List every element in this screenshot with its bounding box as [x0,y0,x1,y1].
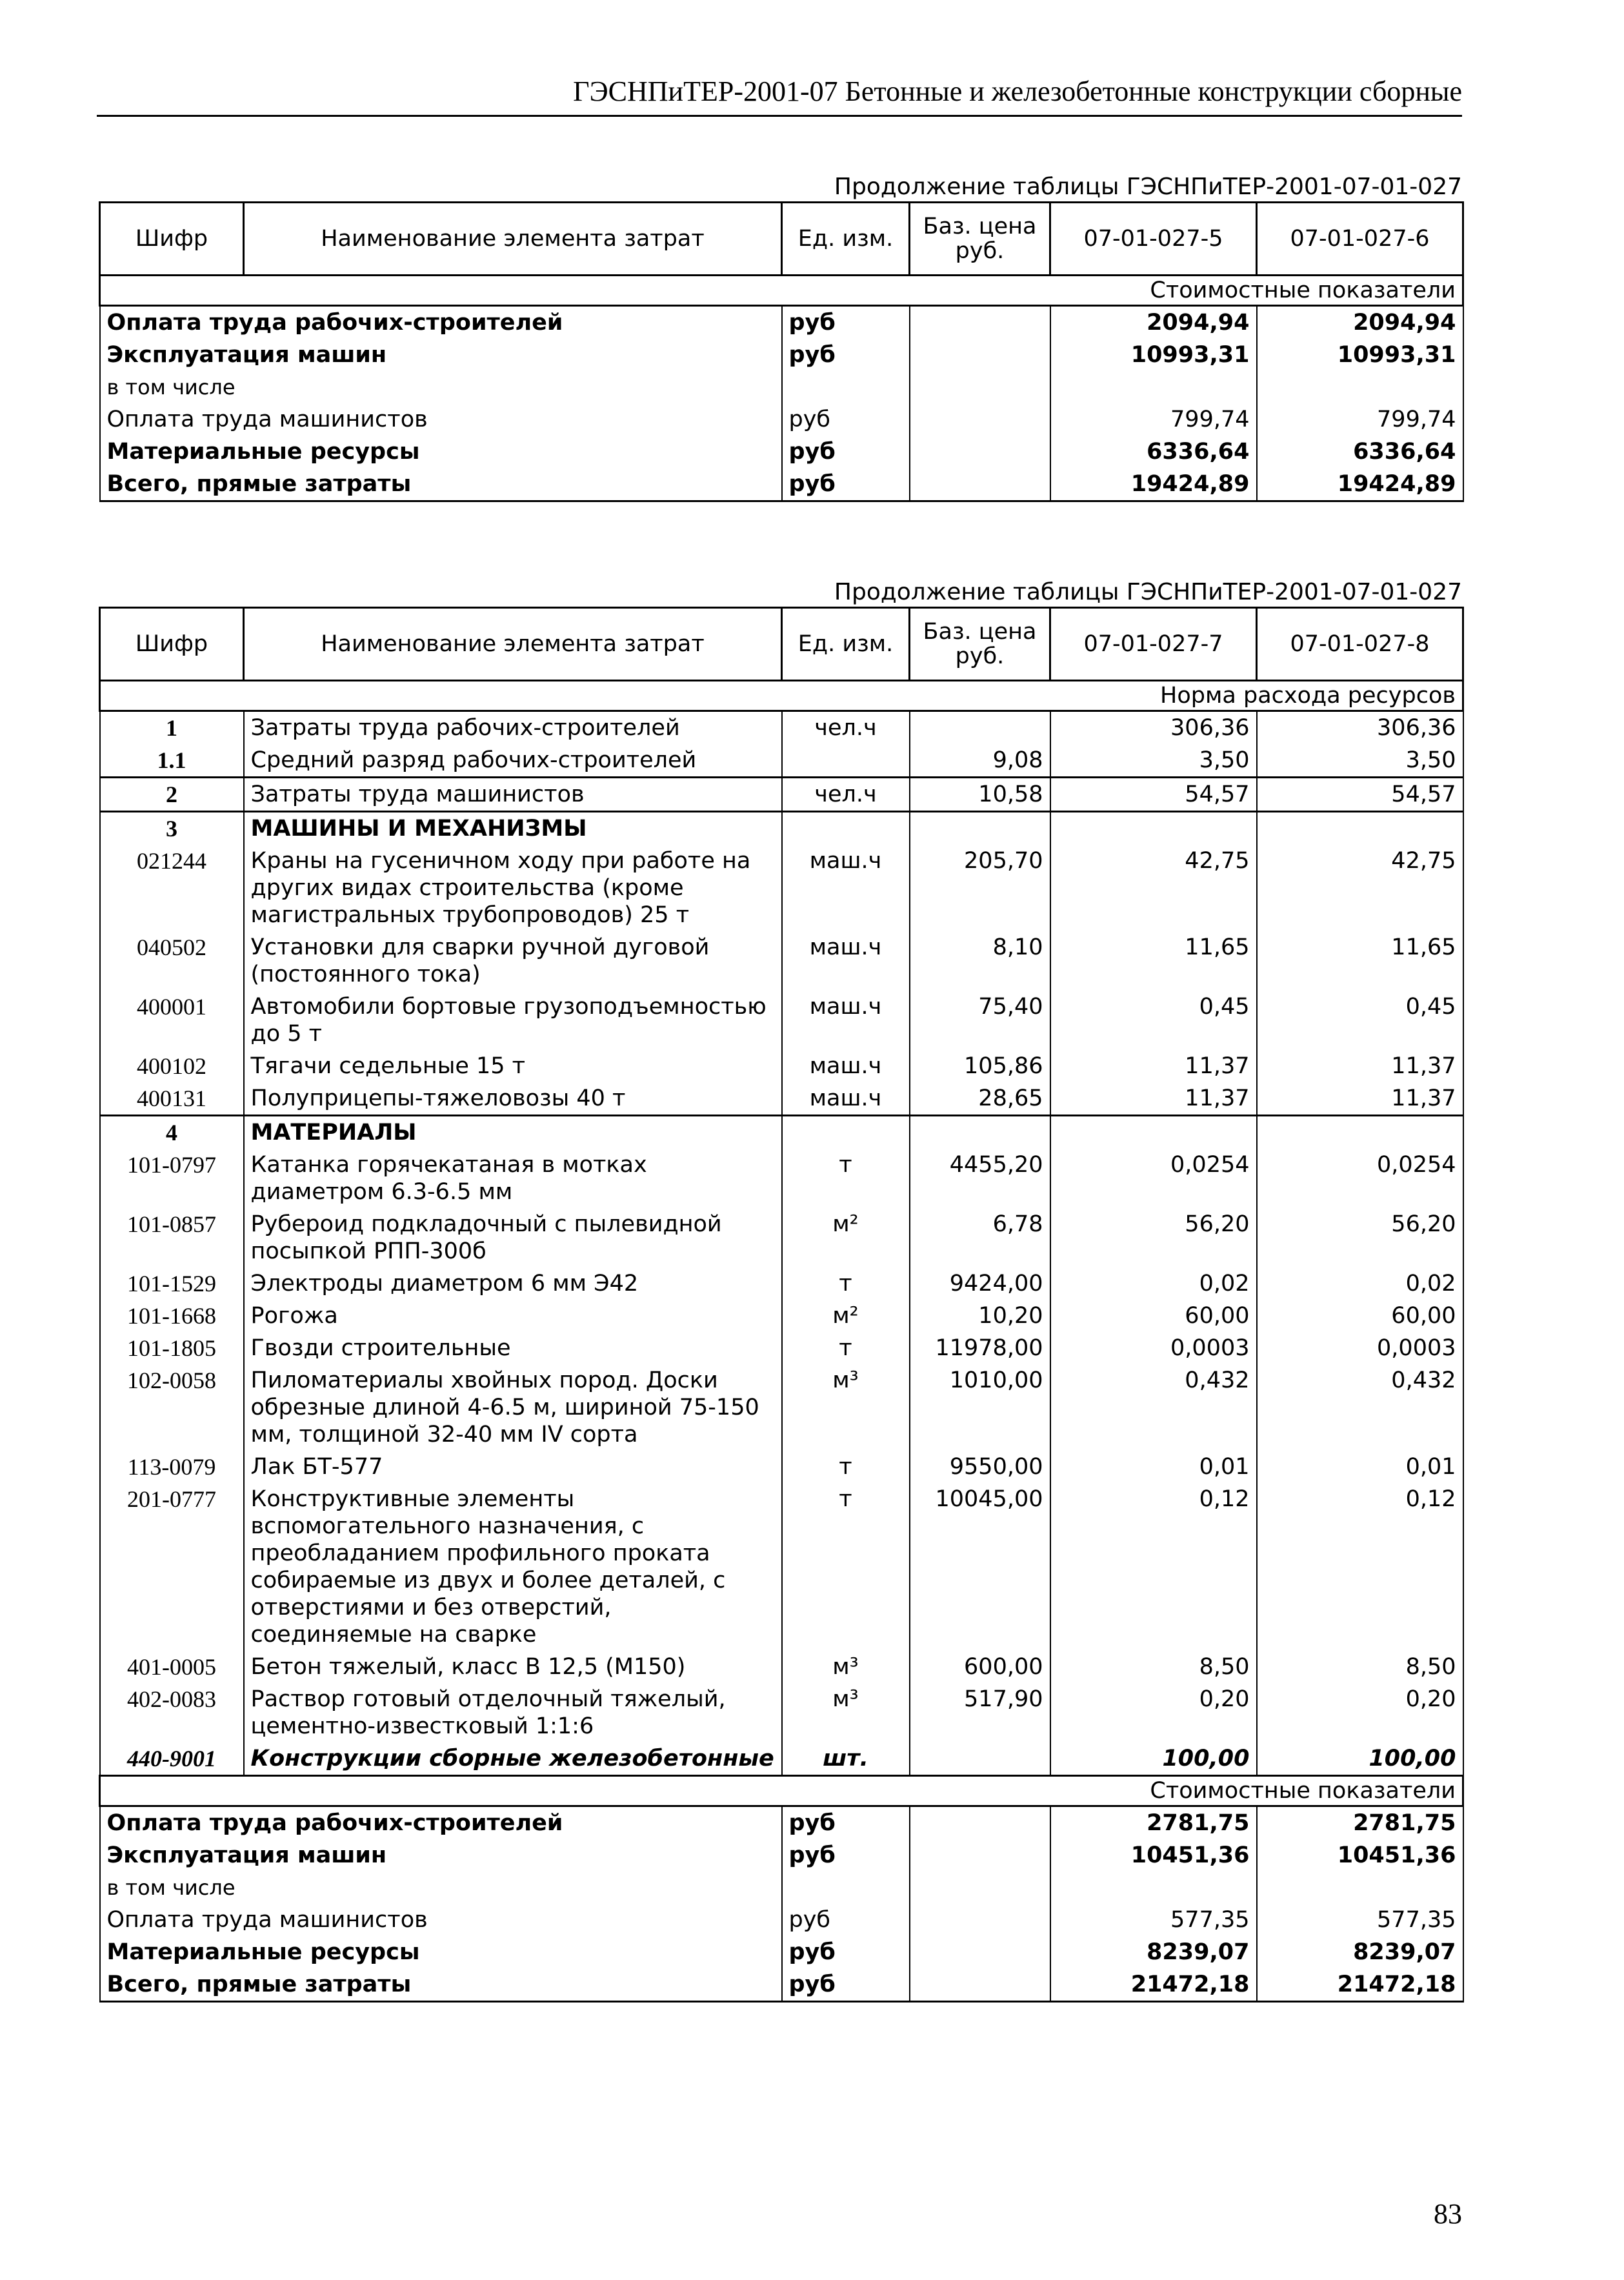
row-price [910,1806,1050,1840]
table-row [100,436,1463,468]
row-value-2: 0,20 [1257,1683,1463,1742]
table-row [100,1050,1463,1082]
row-unit [782,744,910,778]
row-unit: т [782,1267,910,1300]
row-unit: маш.ч [782,845,910,931]
section-label: Норма расхода ресурсов [100,681,1463,711]
col-code-header: Шифр [100,203,244,276]
cost-table-1 [99,201,1464,502]
row-name: Бетон тяжелый, класс В 12,5 (М150) [244,1651,782,1683]
row-value-1: 0,432 [1050,1364,1257,1451]
row-price: 10,20 [910,1300,1050,1332]
row-value-2: 8,50 [1257,1651,1463,1683]
row-value-2: 11,37 [1257,1050,1463,1082]
table-row [100,1742,1463,1776]
row-price [910,1936,1050,1968]
row-value-1: 8,50 [1050,1651,1257,1683]
row-value-1: 0,0254 [1050,1149,1257,1208]
col-code-header: Шифр [100,608,244,681]
row-value-1 [1050,1871,1257,1904]
row-value-1: 10451,36 [1050,1839,1257,1871]
row-code: 201-0777 [100,1483,244,1651]
row-value-2: 0,432 [1257,1364,1463,1451]
row-name: Рогожа [244,1300,782,1332]
row-price: 9550,00 [910,1451,1050,1483]
row-unit: руб [782,1968,910,2002]
row-value-1 [1050,812,1257,845]
row-unit: маш.ч [782,931,910,991]
row-name: Раствор готовый отделочный тяжелый, цементно-известковый 1:1:6 [244,1683,782,1742]
row-price: 517,90 [910,1683,1050,1742]
row-value-1: 8239,07 [1050,1936,1257,1968]
table2-caption: Продолжение таблицы ГЭСНПиТЕР-2001-07-01-027 [834,579,1462,605]
row-value-1: 11,37 [1050,1082,1257,1116]
row-code: 102-0058 [100,1364,244,1451]
row-unit: руб [782,1904,910,1936]
row-unit: руб [782,306,910,339]
row-name: Конструкции сборные железобетонные [244,1742,782,1776]
row-name: в том числе [100,1871,782,1904]
table-row [100,845,1463,931]
row-code: 101-1805 [100,1332,244,1364]
row-price: 105,86 [910,1050,1050,1082]
row-unit: руб [782,1936,910,1968]
row-code: 402-0083 [100,1683,244,1742]
row-price [910,1904,1050,1936]
row-value-2: 10451,36 [1257,1839,1463,1871]
table-row [100,339,1463,371]
row-value-2: 0,02 [1257,1267,1463,1300]
table-row [100,1683,1463,1742]
row-unit: руб [782,403,910,436]
row-code: 2 [100,778,244,812]
row-value-2: 306,36 [1257,711,1463,745]
row-price: 75,40 [910,991,1050,1050]
row-name: Краны на гусеничном ходу при работе на других видах строительства (кроме магистральных трубопроводов) 25 т [244,845,782,931]
row-unit: м³ [782,1651,910,1683]
row-value-1: 0,12 [1050,1483,1257,1651]
col-unit-header: Ед. изм. [782,203,910,276]
row-name: Оплата труда машинистов [100,1904,782,1936]
row-value-2: 0,45 [1257,991,1463,1050]
col-name-header: Наименование элемента затрат [244,608,782,681]
table-row [100,778,1463,812]
row-value-2: 2094,94 [1257,306,1463,339]
row-unit: руб [782,436,910,468]
row-value-2: 21472,18 [1257,1968,1463,2002]
col-v1-header: 07-01-027-5 [1050,203,1257,276]
row-name: в том числе [100,371,782,403]
table-row [100,1936,1463,1968]
row-price [910,1116,1050,1149]
table-row [100,306,1463,339]
row-name: Электроды диаметром 6 мм Э42 [244,1267,782,1300]
row-value-2: 0,01 [1257,1451,1463,1483]
page-number: 83 [1434,2198,1462,2230]
row-name: Конструктивные элементы вспомогательного назначения, с преобладанием профильного проката собираемые из двух и более деталей, с отверстиями и без отверстий, соединяемые на сварке [244,1483,782,1651]
row-unit: шт. [782,1742,910,1776]
table-row [100,1082,1463,1116]
row-code: 101-1668 [100,1300,244,1332]
row-code: 1 [100,711,244,745]
col-unit-header: Ед. изм. [782,608,910,681]
row-value-1: 6336,64 [1050,436,1257,468]
table-row [100,1904,1463,1936]
cost-section-label: Стоимостные показатели [100,1776,1463,1806]
row-name: Материальные ресурсы [100,1936,782,1968]
row-unit: руб [782,339,910,371]
row-name: МАШИНЫ И МЕХАНИЗМЫ [244,812,782,845]
row-name: Гвозди строительные [244,1332,782,1364]
row-value-1: 42,75 [1050,845,1257,931]
row-code: 101-1529 [100,1267,244,1300]
table-row [100,468,1463,501]
row-code: 400102 [100,1050,244,1082]
row-name: Пиломатериалы хвойных пород. Доски обрезные длиной 4-6.5 м, шириной 75-150 мм, толщиной 32-40 мм IV сорта [244,1364,782,1451]
row-value-2: 11,65 [1257,931,1463,991]
row-value-1: 2094,94 [1050,306,1257,339]
row-value-2: 56,20 [1257,1208,1463,1267]
page-header: ГЭСНПиТЕР-2001-07 Бетонные и железобетонные конструкции сборные [97,74,1462,117]
row-value-2 [1257,1116,1463,1149]
row-value-2: 11,37 [1257,1082,1463,1116]
row-value-2: 0,12 [1257,1483,1463,1651]
row-value-1: 799,74 [1050,403,1257,436]
row-value-2: 0,0003 [1257,1332,1463,1364]
col-v1-header: 07-01-027-7 [1050,608,1257,681]
row-code: 400131 [100,1082,244,1116]
resource-table-2 [99,607,1464,2003]
row-price: 28,65 [910,1082,1050,1116]
table-row [100,1149,1463,1208]
row-unit: руб [782,468,910,501]
row-price [910,812,1050,845]
row-price: 1010,00 [910,1364,1050,1451]
row-unit: т [782,1483,910,1651]
table-row [100,1267,1463,1300]
row-value-1: 577,35 [1050,1904,1257,1936]
table-row [100,1332,1463,1364]
row-code: 1.1 [100,744,244,778]
row-name: Эксплуатация машин [100,339,782,371]
row-code: 401-0005 [100,1651,244,1683]
row-name: МАТЕРИАЛЫ [244,1116,782,1149]
table-row [100,744,1463,778]
row-unit: маш.ч [782,1050,910,1082]
row-value-2: 8239,07 [1257,1936,1463,1968]
row-code: 040502 [100,931,244,991]
row-price: 11978,00 [910,1332,1050,1364]
row-value-1: 0,0003 [1050,1332,1257,1364]
table-row [100,1300,1463,1332]
row-value-2: 577,35 [1257,1904,1463,1936]
row-value-2: 19424,89 [1257,468,1463,501]
table-row [100,1116,1463,1149]
row-unit [782,1871,910,1904]
row-unit: чел.ч [782,711,910,745]
row-value-1: 19424,89 [1050,468,1257,501]
table-row [100,1806,1463,1840]
col-v2-header: 07-01-027-6 [1257,203,1463,276]
row-price: 10,58 [910,778,1050,812]
table-row [100,1839,1463,1871]
table-row [100,1483,1463,1651]
row-code: 101-0797 [100,1149,244,1208]
table-row [100,1451,1463,1483]
row-price: 10045,00 [910,1483,1050,1651]
table-row [100,711,1463,745]
row-value-2: 42,75 [1257,845,1463,931]
row-value-1: 54,57 [1050,778,1257,812]
table-row [100,991,1463,1050]
row-value-1: 3,50 [1050,744,1257,778]
row-price: 600,00 [910,1651,1050,1683]
row-value-1: 2781,75 [1050,1806,1257,1840]
table-row [100,1968,1463,2002]
row-name: Материальные ресурсы [100,436,782,468]
row-unit: м² [782,1300,910,1332]
table-row [100,1208,1463,1267]
row-value-2: 60,00 [1257,1300,1463,1332]
table-row [100,1364,1463,1451]
table-header-row [100,203,1463,276]
row-name: Затраты труда машинистов [244,778,782,812]
row-value-1: 21472,18 [1050,1968,1257,2002]
row-value-2 [1257,1871,1463,1904]
col-price-header: Баз. цена руб. [910,608,1050,681]
row-price: 8,10 [910,931,1050,991]
row-name: Всего, прямые затраты [100,468,782,501]
row-value-1: 60,00 [1050,1300,1257,1332]
row-price [910,1742,1050,1776]
col-v2-header: 07-01-027-8 [1257,608,1463,681]
table-header-row [100,608,1463,681]
row-code: 021244 [100,845,244,931]
row-unit: руб [782,1839,910,1871]
row-unit: маш.ч [782,1082,910,1116]
col-price-header: Баз. цена руб. [910,203,1050,276]
table-row [100,812,1463,845]
row-name: Оплата труда машинистов [100,403,782,436]
row-unit: руб [782,1806,910,1840]
row-name: Автомобили бортовые грузоподъемностью до 5 т [244,991,782,1050]
row-code: 101-0857 [100,1208,244,1267]
row-value-1: 56,20 [1050,1208,1257,1267]
table1-caption: Продолжение таблицы ГЭСНПиТЕР-2001-07-01-027 [834,174,1462,200]
row-price: 4455,20 [910,1149,1050,1208]
row-value-2: 6336,64 [1257,436,1463,468]
row-unit: м³ [782,1683,910,1742]
row-price [910,711,1050,745]
row-name: Установки для сварки ручной дуговой (постоянного тока) [244,931,782,991]
row-unit: т [782,1149,910,1208]
row-value-2: 0,0254 [1257,1149,1463,1208]
row-name: Средний разряд рабочих-строителей [244,744,782,778]
table-row [100,931,1463,991]
table-row [100,371,1463,403]
row-price [910,1839,1050,1871]
table-row [100,1871,1463,1904]
row-name: Тягачи седельные 15 т [244,1050,782,1082]
row-code: 113-0079 [100,1451,244,1483]
row-value-1 [1050,1116,1257,1149]
row-value-1: 10993,31 [1050,339,1257,371]
row-value-1: 0,01 [1050,1451,1257,1483]
row-value-1: 11,65 [1050,931,1257,991]
row-name: Оплата труда рабочих-строителей [100,1806,782,1840]
row-unit: маш.ч [782,991,910,1050]
table-row [100,403,1463,436]
row-value-2: 3,50 [1257,744,1463,778]
row-unit: чел.ч [782,778,910,812]
row-name: Рубероид подкладочный с пылевидной посыпкой РПП-300б [244,1208,782,1267]
row-value-1: 11,37 [1050,1050,1257,1082]
row-unit: т [782,1332,910,1364]
row-name: Эксплуатация машин [100,1839,782,1871]
row-name: Всего, прямые затраты [100,1968,782,2002]
row-value-1: 100,00 [1050,1742,1257,1776]
row-name: Оплата труда рабочих-строителей [100,306,782,339]
row-value-1: 0,02 [1050,1267,1257,1300]
row-value-2 [1257,812,1463,845]
row-value-2: 2781,75 [1257,1806,1463,1840]
section-label: Стоимостные показатели [100,276,1463,306]
row-unit [782,1116,910,1149]
row-value-1: 306,36 [1050,711,1257,745]
row-unit: т [782,1451,910,1483]
row-unit: м³ [782,1364,910,1451]
row-unit [782,812,910,845]
col-name-header: Наименование элемента затрат [244,203,782,276]
row-name: Катанка горячекатаная в мотках диаметром 6.3-6.5 мм [244,1149,782,1208]
row-price [910,1871,1050,1904]
row-value-2: 100,00 [1257,1742,1463,1776]
row-code: 3 [100,812,244,845]
row-value-2: 799,74 [1257,403,1463,436]
row-value-1: 0,45 [1050,991,1257,1050]
row-code: 4 [100,1116,244,1149]
row-price [910,1968,1050,2002]
row-price: 9,08 [910,744,1050,778]
row-price: 9424,00 [910,1267,1050,1300]
table-row [100,1651,1463,1683]
row-value-2: 10993,31 [1257,339,1463,371]
row-value-1: 0,20 [1050,1683,1257,1742]
row-price: 6,78 [910,1208,1050,1267]
row-value-2: 54,57 [1257,778,1463,812]
row-name: Затраты труда рабочих-строителей [244,711,782,745]
row-code: 440-9001 [100,1742,244,1776]
row-name: Полуприцепы-тяжеловозы 40 т [244,1082,782,1116]
row-name: Лак БТ-577 [244,1451,782,1483]
row-code: 400001 [100,991,244,1050]
row-price: 205,70 [910,845,1050,931]
row-unit: м² [782,1208,910,1267]
